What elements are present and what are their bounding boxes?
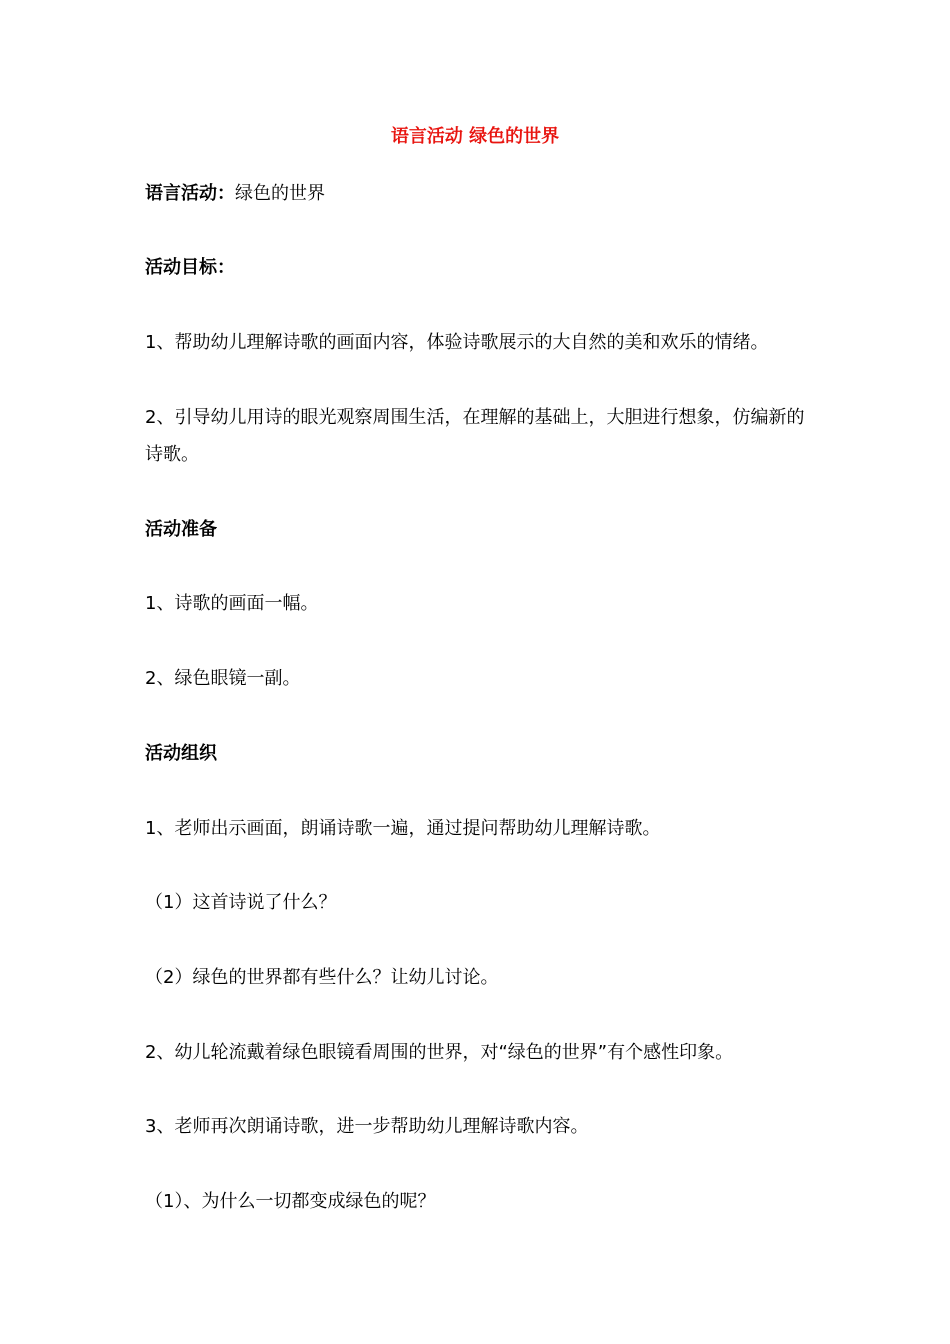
organization-item-2: 2、幼儿轮流戴着绿色眼镜看周围的世界，对“绿色的世界”有个感性印象。 [145, 1042, 734, 1063]
goal-item-2: 2、引导幼儿用诗的眼光观察周围生活，在理解的基础上，大胆进行想象，仿编新的诗歌。 [145, 407, 805, 465]
activity-name-label: 语言活动： [145, 183, 235, 204]
preparation-item-1: 1、诗歌的画面一幅。 [145, 593, 319, 614]
organization-subitem-1: （1）这首诗说了什么？ [145, 892, 337, 913]
organization-subitem-2: （2）绿色的世界都有些什么？让幼儿讨论。 [145, 967, 499, 988]
organization-item-1: 1、老师出示画面，朗诵诗歌一遍，通过提问帮助幼儿理解诗歌。 [145, 818, 661, 839]
goal-item-1: 1、帮助幼儿理解诗歌的画面内容，体验诗歌展示的大自然的美和欢乐的情绪。 [145, 332, 769, 353]
activity-name-value: 绿色的世界 [235, 183, 325, 204]
goals-heading: 活动目标： [145, 257, 235, 278]
activity-name-line [145, 175, 815, 212]
organization-subitem-3: （1）、为什么一切都变成绿色的呢？ [145, 1191, 436, 1212]
preparation-item-2: 2、绿色眼镜一副。 [145, 668, 301, 689]
document-title: 语言活动 绿色的世界 [390, 126, 560, 147]
organization-item-3: 3、老师再次朗诵诗歌，进一步帮助幼儿理解诗歌内容。 [145, 1116, 589, 1137]
preparation-heading: 活动准备 [145, 519, 217, 540]
organization-heading: 活动组织 [145, 743, 217, 764]
